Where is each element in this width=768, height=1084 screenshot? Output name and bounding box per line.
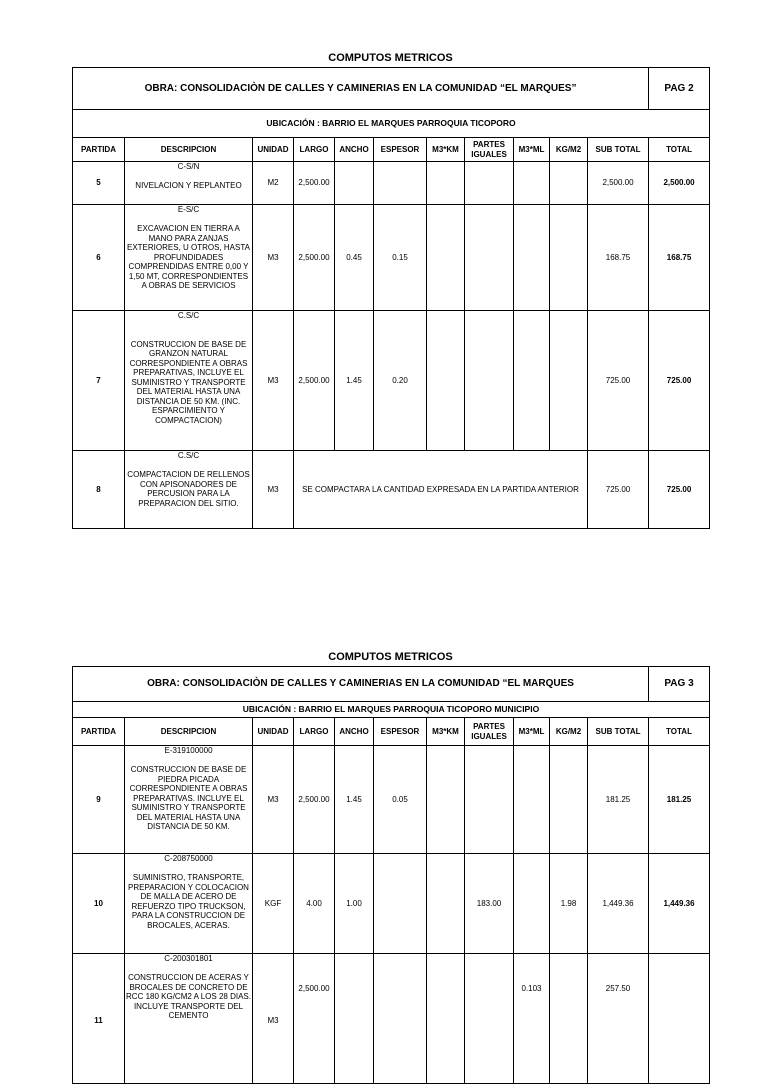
espesor-cell: 0.15 [374, 205, 427, 311]
item-description: SUMINISTRO, TRANSPORTE, PREPARACION Y COLOCACION DE MALLA DE ACERO DE REFUERZO TIPO TRUCKSON, PARA LA CONSTRUCCION DE BROCALES, ACERAS. [128, 873, 249, 930]
header-cell: ANCHO [335, 138, 374, 162]
item-code: C-200301801 [164, 954, 213, 963]
subtotal-cell: 168.75 [588, 205, 649, 311]
total-cell: 168.75 [649, 205, 710, 311]
ancho-cell: 0.45 [335, 205, 374, 311]
header-cell: TOTAL [649, 138, 710, 162]
ancho-cell: 1.45 [335, 746, 374, 854]
header-cell: UNIDAD [253, 138, 294, 162]
unidad-cell: M3 [253, 746, 294, 854]
ancho-cell: 1.00 [335, 854, 374, 954]
m3ml-cell [514, 311, 550, 451]
m3km-cell [427, 954, 465, 1084]
largo-cell: 2,500.00 [294, 205, 335, 311]
header-cell: KG/M2 [550, 138, 588, 162]
header-cell: M3*KM [427, 718, 465, 746]
partida-cell: 11 [73, 954, 125, 1084]
ubicacion: UBICACIÓN : BARRIO EL MARQUES PARROQUIA TICOPORO MUNICIPIO [73, 702, 710, 718]
header-cell: ESPESOR [374, 138, 427, 162]
partes-cell [465, 954, 514, 1084]
unidad-cell: M3 [253, 205, 294, 311]
kgm2-cell [550, 311, 588, 451]
partida-cell: 7 [73, 311, 125, 451]
header-cell: DESCRIPCION [125, 138, 253, 162]
header-cell: KG/M2 [550, 718, 588, 746]
partida-cell: 6 [73, 205, 125, 311]
obra-title: OBRA: CONSOLIDACIÒN DE CALLES Y CAMINERIAS EN LA COMUNIDAD “EL MARQUES [73, 667, 649, 702]
item-description: CONSTRUCCION DE BASE DE PIEDRA PICADA CORRESPONDIENTE A OBRAS PREPARATIVAS. INCLUYE EL SUMINISTRO Y TRANSPORTE DEL MATERIAL HASTA UNA DISTANCIA DE 50 KM. [129, 765, 248, 831]
table-row [73, 311, 710, 451]
total-cell: 181.25 [649, 746, 710, 854]
sheet-title: COMPUTOS METRICOS [328, 52, 453, 64]
total-cell: 1,449.36 [649, 854, 710, 954]
m3km-cell [427, 746, 465, 854]
computos-table [72, 67, 710, 529]
unidad-cell: M2 [253, 162, 294, 205]
item-code: C.S/C [177, 311, 200, 320]
item-code: E-319100000 [164, 746, 213, 755]
espesor-cell [374, 954, 427, 1084]
item-code: C-S/N [177, 162, 200, 171]
partes-cell [465, 311, 514, 451]
header-cell: DESCRIPCION [125, 718, 253, 746]
ancho-cell [335, 162, 374, 205]
header-cell: PARTES IGUALES [465, 138, 514, 162]
descripcion-cell [125, 162, 253, 205]
header-cell: TOTAL [649, 718, 710, 746]
header-cell: LARGO [294, 718, 335, 746]
table-row [73, 954, 710, 1084]
ancho-cell: 1.45 [335, 311, 374, 451]
table-row [73, 162, 710, 205]
m3km-cell [427, 162, 465, 205]
unidad-cell: M3 [253, 451, 294, 529]
subtotal-cell: 257.50 [588, 954, 649, 1084]
descripcion-cell [125, 311, 253, 451]
descripcion-cell [125, 854, 253, 954]
item-description: EXCAVACION EN TIERRA A MANO PARA ZANJAS EXTERIORES, U OTROS, HASTA PROFUNDIDADES COMPRENDIDAS ENTRE 0,00 Y 1,50 MT, CORRESPONDIENTES A OBRAS DE SERVICIOS [127, 224, 250, 290]
m3ml-cell [514, 205, 550, 311]
table-row [73, 205, 710, 311]
partida-cell: 5 [73, 162, 125, 205]
header-cell: SUB TOTAL [588, 138, 649, 162]
m3ml-cell [514, 746, 550, 854]
subtotal-cell: 181.25 [588, 746, 649, 854]
item-description: CONSTRUCCION DE ACERAS Y BROCALES DE CONCRETO DE RCC 180 KG/CM2 A LOS 28 DIAS. INCLUYE TRANSPORTE DEL CEMENTO [126, 973, 251, 1020]
m3km-cell [427, 311, 465, 451]
espesor-cell [374, 854, 427, 954]
merged-note-cell: SE COMPACTARA LA CANTIDAD EXPRESADA EN LA PARTIDA ANTERIOR [294, 451, 588, 529]
subtotal-cell: 1,449.36 [588, 854, 649, 954]
obra-title: OBRA: CONSOLIDACIÒN DE CALLES Y CAMINERIAS EN LA COMUNIDAD “EL MARQUES” [73, 68, 649, 110]
kgm2-cell [550, 205, 588, 311]
kgm2-cell [550, 954, 588, 1084]
descripcion-cell [125, 451, 253, 529]
item-code: C.S/C [177, 451, 200, 460]
unidad-cell: M3 [253, 954, 294, 1084]
unidad-cell: M3 [253, 311, 294, 451]
ancho-cell [335, 954, 374, 1084]
subtotal-cell: 725.00 [588, 451, 649, 529]
largo-cell: 2,500.00 [294, 746, 335, 854]
descripcion-cell [125, 205, 253, 311]
largo-cell: 2,500.00 [294, 311, 335, 451]
m3km-cell [427, 205, 465, 311]
partida-cell: 9 [73, 746, 125, 854]
partida-cell: 10 [73, 854, 125, 954]
computos-table [72, 666, 710, 1084]
descripcion-cell [125, 954, 253, 1084]
m3km-cell [427, 854, 465, 954]
header-cell: UNIDAD [253, 718, 294, 746]
kgm2-cell: 1.98 [550, 854, 588, 954]
header-row [73, 718, 710, 746]
header-row [73, 138, 710, 162]
subtotal-cell: 725.00 [588, 311, 649, 451]
table-row [73, 854, 710, 954]
header-cell: ANCHO [335, 718, 374, 746]
header-cell: M3*ML [514, 718, 550, 746]
total-cell: 725.00 [649, 451, 710, 529]
table-row [73, 746, 710, 854]
total-cell: 725.00 [649, 311, 710, 451]
item-code: C-208750000 [164, 854, 213, 863]
header-cell: M3*ML [514, 138, 550, 162]
total-cell [649, 954, 710, 1084]
header-cell: SUB TOTAL [588, 718, 649, 746]
m3ml-cell: 0.103 [514, 954, 550, 1084]
descripcion-cell [125, 746, 253, 854]
header-cell: PARTIDA [73, 138, 125, 162]
espesor-cell [374, 162, 427, 205]
table-row [73, 451, 710, 529]
m3ml-cell [514, 162, 550, 205]
total-cell: 2,500.00 [649, 162, 710, 205]
header-cell: ESPESOR [374, 718, 427, 746]
unidad-cell: KGF [253, 854, 294, 954]
espesor-cell: 0.05 [374, 746, 427, 854]
header-cell: M3*KM [427, 138, 465, 162]
espesor-cell: 0.20 [374, 311, 427, 451]
item-description: CONSTRUCCION DE BASE DE GRANZON NATURAL CORRESPONDIENTE A OBRAS PREPARATIVAS, INCLUYE EL SUMINISTRO Y TRANSPORTE DEL MATERIAL HASTA UNA DISTANCIA DE 50 KM. (INC. ESPARCIMIENTO Y COMPACTACION) [129, 339, 248, 425]
largo-cell: 4.00 [294, 854, 335, 954]
header-cell: PARTIDA [73, 718, 125, 746]
item-description: NIVELACION Y REPLANTEO [135, 181, 242, 190]
header-cell: PARTES IGUALES [465, 718, 514, 746]
subtotal-cell: 2,500.00 [588, 162, 649, 205]
partes-cell [465, 205, 514, 311]
sheet-title: COMPUTOS METRICOS [328, 651, 453, 663]
item-code: E-S/C [177, 205, 200, 214]
header-cell: LARGO [294, 138, 335, 162]
kgm2-cell [550, 746, 588, 854]
m3ml-cell [514, 854, 550, 954]
item-description: COMPACTACION DE RELLENOS CON APISONADORES DE PERCUSION PARA LA PREPARACION DEL SITIO. [127, 470, 250, 508]
kgm2-cell [550, 162, 588, 205]
page-number: PAG 3 [649, 667, 710, 702]
partida-cell: 8 [73, 451, 125, 529]
largo-cell: 2,500.00 [294, 954, 335, 1084]
largo-cell: 2,500.00 [294, 162, 335, 205]
partes-cell [465, 746, 514, 854]
partes-cell: 183.00 [465, 854, 514, 954]
ubicacion: UBICACIÓN : BARRIO EL MARQUES PARROQUIA TICOPORO [73, 110, 710, 138]
partes-cell [465, 162, 514, 205]
page-number: PAG 2 [649, 68, 710, 110]
